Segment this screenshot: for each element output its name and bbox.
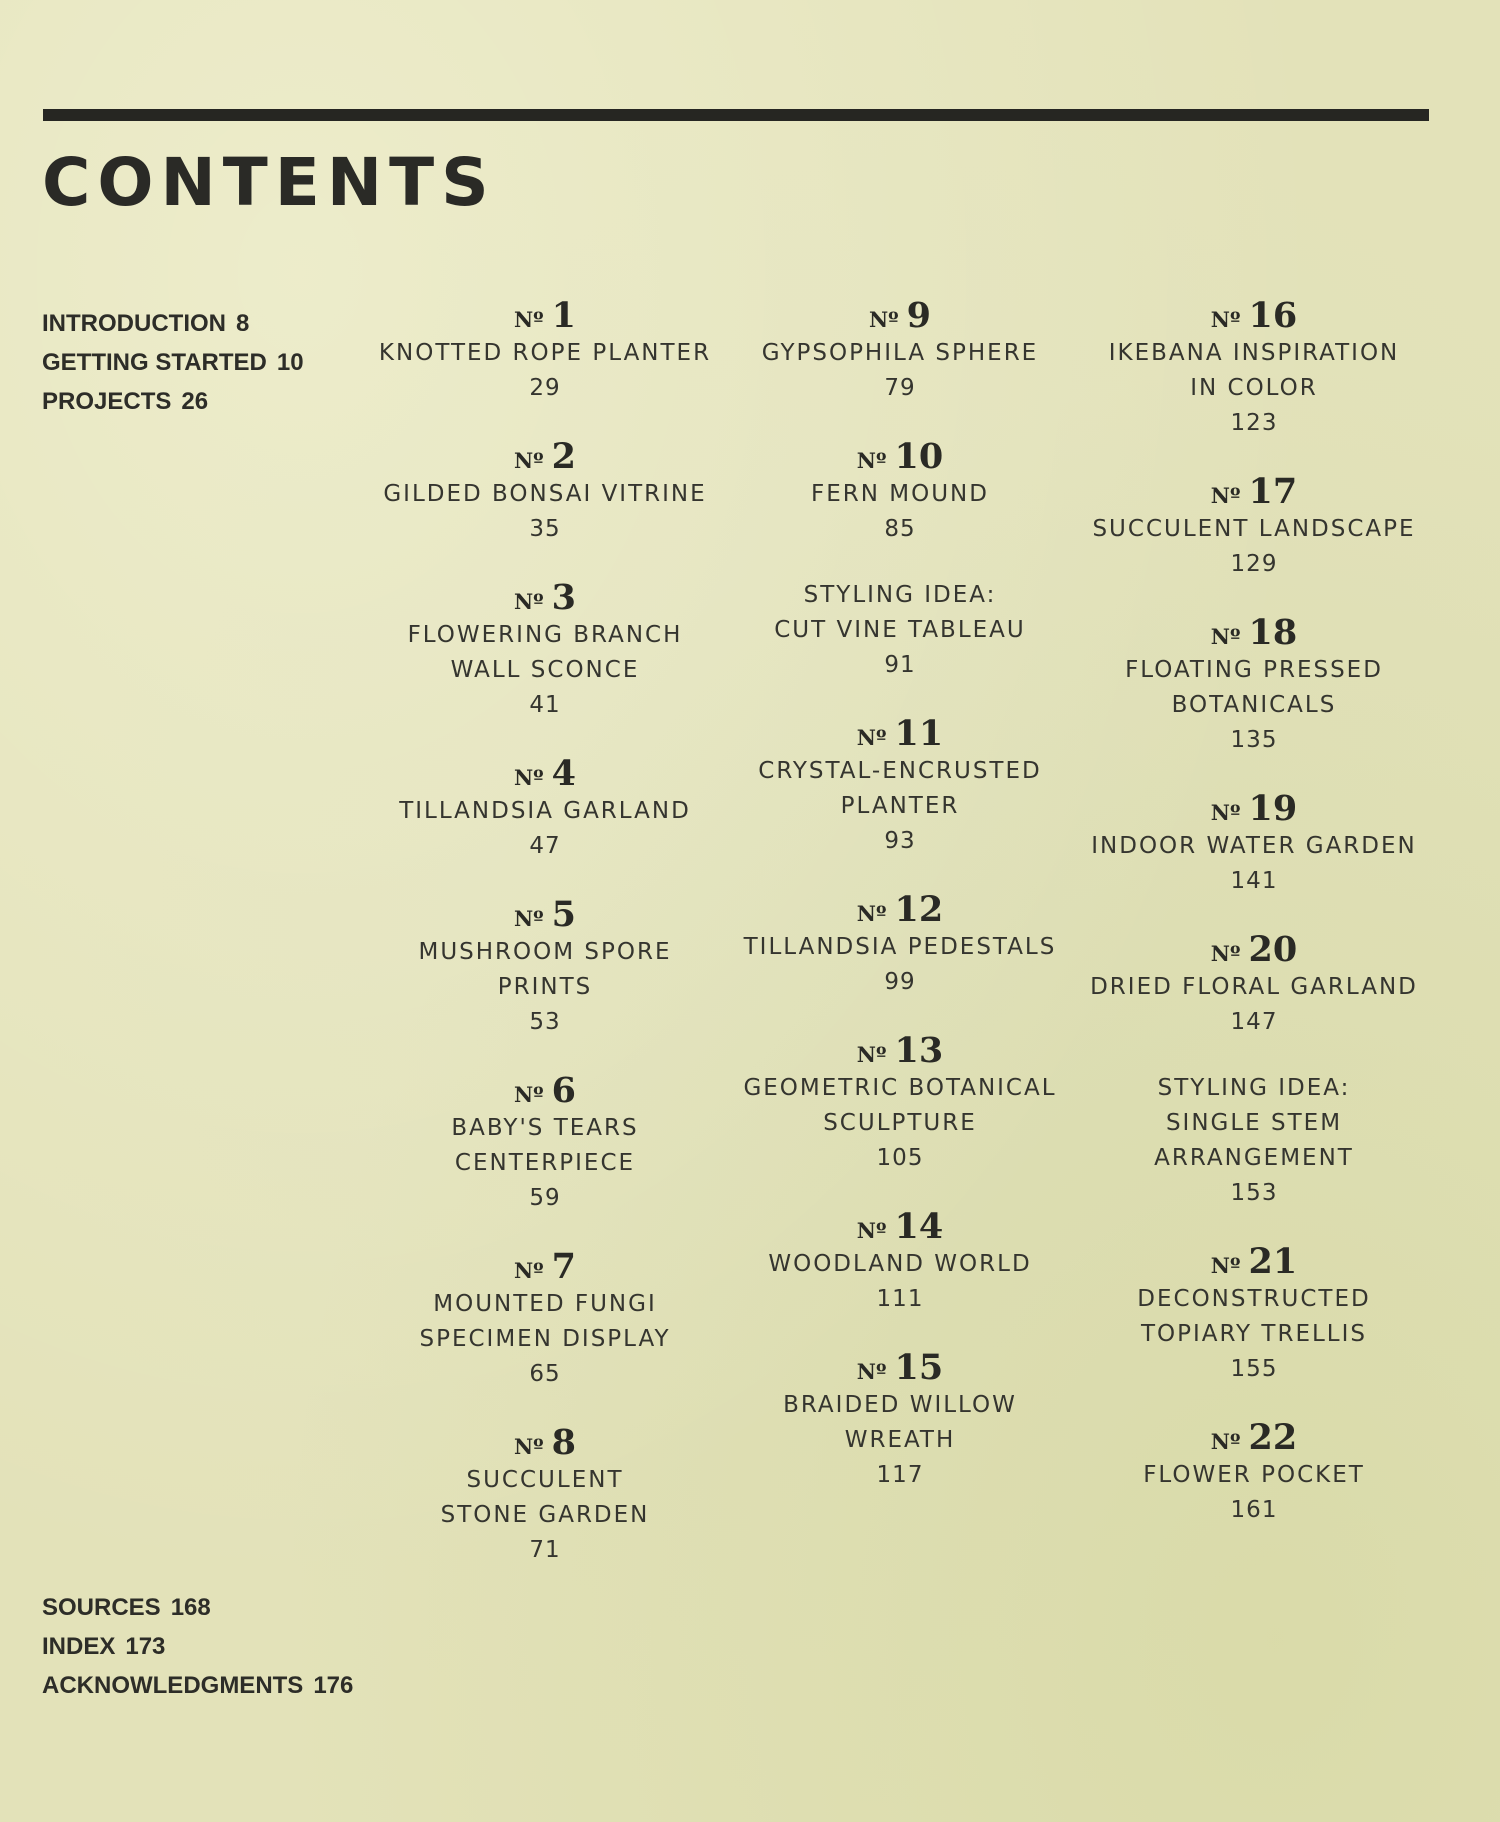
project-number — [720, 1348, 1080, 1388]
project-title-line: CUT VINE TABLEAU — [774, 617, 1026, 643]
project-title-line: FLOWER POCKET — [1143, 1462, 1365, 1488]
project-page-number: 47 — [529, 833, 561, 859]
project-number — [365, 1423, 725, 1463]
project-title-line: ARRANGEMENT — [1154, 1145, 1354, 1171]
project-page-number: 99 — [884, 969, 916, 995]
number-sign-icon: Nº — [856, 1042, 887, 1067]
project-number-value: 10 — [894, 436, 944, 477]
project-entry[interactable] — [1074, 1242, 1434, 1387]
project-number-value: 3 — [551, 577, 577, 618]
project-title-line: WREATH — [844, 1427, 956, 1453]
project-title-line: CENTERPIECE — [454, 1150, 636, 1176]
back-matter-item[interactable] — [42, 1666, 353, 1705]
project-title-line: STYLING IDEA: — [803, 582, 997, 608]
project-entry[interactable] — [1074, 472, 1434, 582]
project-number — [720, 296, 1080, 336]
project-number-value: 22 — [1248, 1417, 1298, 1458]
project-page-number: 91 — [884, 652, 916, 678]
project-page-number: 153 — [1230, 1180, 1278, 1206]
project-entry[interactable] — [1074, 613, 1434, 758]
project-title-line: PRINTS — [497, 974, 593, 1000]
project-number-value: 19 — [1248, 788, 1298, 829]
project-entry[interactable] — [1074, 930, 1434, 1040]
project-title-line: PLANTER — [840, 793, 960, 819]
project-entry[interactable] — [720, 1031, 1080, 1176]
project-title-line: TOPIARY TRELLIS — [1141, 1321, 1367, 1347]
project-entry[interactable] — [1074, 1418, 1434, 1528]
back-matter-item[interactable] — [42, 1627, 353, 1666]
item-label: ACKNOWLEDGMENTS — [42, 1672, 304, 1699]
item-page: 168 — [170, 1594, 211, 1621]
project-page-number: 85 — [884, 516, 916, 542]
project-title-line: KNOTTED ROPE PLANTER — [378, 340, 712, 366]
project-title-line: DECONSTRUCTED — [1137, 1286, 1371, 1312]
number-sign-icon: Nº — [856, 725, 887, 750]
project-number — [1074, 930, 1434, 970]
project-title-line: FLOWERING BRANCH — [407, 622, 683, 648]
project-number — [365, 437, 725, 477]
project-number-value: 15 — [894, 1347, 944, 1388]
projects-column-3 — [1074, 296, 1434, 1528]
number-sign-icon: Nº — [856, 1218, 887, 1243]
number-sign-icon: Nº — [513, 1434, 544, 1459]
item-page: 176 — [313, 1672, 354, 1699]
project-title-line: GEOMETRIC BOTANICAL — [743, 1075, 1057, 1101]
item-label: SOURCES — [42, 1594, 161, 1621]
styling-idea-entry[interactable] — [1074, 1071, 1434, 1211]
number-sign-icon: Nº — [1210, 307, 1241, 332]
front-matter-list — [42, 304, 304, 421]
number-sign-icon: Nº — [513, 1258, 544, 1283]
number-sign-icon: Nº — [513, 1082, 544, 1107]
project-title-line: IN COLOR — [1190, 375, 1318, 401]
project-number — [1074, 1418, 1434, 1458]
project-number — [720, 1031, 1080, 1071]
project-number-value: 12 — [894, 889, 944, 930]
project-page-number: 35 — [529, 516, 561, 542]
project-page-number: 155 — [1230, 1356, 1278, 1382]
project-number-value: 4 — [551, 753, 577, 794]
styling-idea-entry[interactable] — [720, 578, 1080, 683]
project-entry[interactable] — [365, 1071, 725, 1216]
project-title-line: IKEBANA INSPIRATION — [1108, 340, 1400, 366]
project-entry[interactable] — [365, 296, 725, 406]
project-title-line: MUSHROOM SPORE — [418, 939, 672, 965]
item-page: 8 — [235, 310, 250, 337]
project-entry[interactable] — [720, 890, 1080, 1000]
project-page-number: 147 — [1230, 1009, 1278, 1035]
project-number-value: 11 — [894, 713, 944, 754]
project-number — [1074, 789, 1434, 829]
project-title-line: CRYSTAL-ENCRUSTED — [758, 758, 1042, 784]
project-page-number: 135 — [1230, 727, 1278, 753]
project-number-value: 8 — [551, 1422, 577, 1463]
back-matter-list — [42, 1588, 353, 1705]
item-label: GETTING STARTED — [42, 349, 267, 376]
item-page: 173 — [125, 1633, 166, 1660]
number-sign-icon: Nº — [513, 906, 544, 931]
project-page-number: 123 — [1230, 410, 1278, 436]
project-entry[interactable] — [365, 895, 725, 1040]
project-number-value: 9 — [906, 295, 932, 336]
number-sign-icon: Nº — [1210, 800, 1241, 825]
front-matter-item[interactable] — [42, 382, 304, 421]
project-number-value: 7 — [551, 1246, 577, 1287]
project-number-value: 16 — [1248, 295, 1298, 336]
project-number — [365, 895, 725, 935]
project-entry[interactable] — [1074, 296, 1434, 441]
project-number — [365, 1247, 725, 1287]
top-rule — [43, 109, 1429, 121]
number-sign-icon: Nº — [1210, 1253, 1241, 1278]
project-title-line: SPECIMEN DISPLAY — [419, 1326, 671, 1352]
project-entry[interactable] — [720, 1348, 1080, 1493]
project-entry[interactable] — [1074, 789, 1434, 899]
projects-column-1 — [365, 296, 725, 1568]
project-number-value: 1 — [551, 295, 577, 336]
project-page-number: 29 — [529, 375, 561, 401]
project-page-number: 53 — [529, 1009, 561, 1035]
project-entry[interactable] — [365, 437, 725, 547]
projects-column-2 — [720, 296, 1080, 1493]
project-page-number: 79 — [884, 375, 916, 401]
project-title-line: SINGLE STEM — [1165, 1110, 1343, 1136]
item-label: PROJECTS — [42, 388, 172, 415]
project-entry[interactable] — [720, 714, 1080, 859]
project-entry[interactable] — [365, 578, 725, 723]
project-entry[interactable] — [720, 1207, 1080, 1317]
project-page-number: 111 — [876, 1286, 924, 1312]
item-label: INDEX — [42, 1633, 116, 1660]
project-page-number: 141 — [1230, 868, 1278, 894]
project-title-line: WALL SCONCE — [450, 657, 640, 683]
number-sign-icon: Nº — [856, 901, 887, 926]
project-number-value: 5 — [551, 894, 577, 935]
project-title-line: GILDED BONSAI VITRINE — [383, 481, 707, 507]
project-number — [720, 437, 1080, 477]
project-number — [365, 754, 725, 794]
number-sign-icon: Nº — [1210, 1429, 1241, 1454]
project-title-line: STYLING IDEA: — [1157, 1075, 1351, 1101]
project-page-number: 71 — [529, 1537, 561, 1563]
project-title-line: TILLANDSIA PEDESTALS — [743, 934, 1057, 960]
project-number — [1074, 613, 1434, 653]
project-title-line: SCULPTURE — [823, 1110, 977, 1136]
project-title-line: SUCCULENT — [466, 1467, 624, 1493]
project-number — [720, 714, 1080, 754]
number-sign-icon: Nº — [513, 307, 544, 332]
project-number — [1074, 472, 1434, 512]
project-page-number: 161 — [1230, 1497, 1278, 1523]
project-number-value: 13 — [894, 1030, 944, 1071]
number-sign-icon: Nº — [856, 1359, 887, 1384]
project-page-number: 59 — [529, 1185, 561, 1211]
project-entry[interactable] — [365, 1423, 725, 1568]
project-title-line: BABY'S TEARS — [451, 1115, 639, 1141]
project-number-value: 17 — [1248, 471, 1298, 512]
project-number — [1074, 1242, 1434, 1282]
project-number-value: 20 — [1248, 929, 1298, 970]
project-title-line: INDOOR WATER GARDEN — [1091, 833, 1417, 859]
project-page-number: 93 — [884, 828, 916, 854]
item-page: 26 — [181, 388, 209, 415]
number-sign-icon: Nº — [513, 765, 544, 790]
number-sign-icon: Nº — [513, 448, 544, 473]
project-title-line: MOUNTED FUNGI — [433, 1291, 657, 1317]
project-entry[interactable] — [365, 1247, 725, 1392]
number-sign-icon: Nº — [1210, 941, 1241, 966]
page-title: CONTENTS — [42, 144, 496, 221]
project-title-line: FERN MOUND — [811, 481, 989, 507]
project-page-number: 41 — [529, 692, 561, 718]
project-number-value: 18 — [1248, 612, 1298, 653]
project-number-value: 21 — [1248, 1241, 1298, 1282]
front-matter-item[interactable] — [42, 343, 304, 382]
item-label: INTRODUCTION — [42, 310, 226, 337]
project-title-line: STONE GARDEN — [440, 1502, 650, 1528]
project-title-line: TILLANDSIA GARLAND — [399, 798, 691, 824]
project-title-line: SUCCULENT LANDSCAPE — [1092, 516, 1416, 542]
project-entry[interactable] — [720, 437, 1080, 547]
project-entry[interactable] — [365, 754, 725, 864]
project-number-value: 2 — [551, 436, 577, 477]
item-page: 10 — [276, 349, 304, 376]
project-number — [365, 296, 725, 336]
project-number — [365, 578, 725, 618]
project-page-number: 105 — [876, 1145, 924, 1171]
project-title-line: WOODLAND WORLD — [768, 1251, 1032, 1277]
project-page-number: 129 — [1230, 551, 1278, 577]
back-matter-item[interactable] — [42, 1588, 353, 1627]
number-sign-icon: Nº — [513, 589, 544, 614]
project-title-line: BRAIDED WILLOW — [783, 1392, 1017, 1418]
project-page-number: 117 — [876, 1462, 924, 1488]
number-sign-icon: Nº — [868, 307, 899, 332]
project-number-value: 14 — [894, 1206, 944, 1247]
project-number — [720, 1207, 1080, 1247]
project-title-line: DRIED FLORAL GARLAND — [1090, 974, 1418, 1000]
project-entry[interactable] — [720, 296, 1080, 406]
number-sign-icon: Nº — [1210, 483, 1241, 508]
front-matter-item[interactable] — [42, 304, 304, 343]
project-number — [365, 1071, 725, 1111]
project-title-line: FLOATING PRESSED — [1125, 657, 1383, 683]
project-title-line: GYPSOPHILA SPHERE — [761, 340, 1039, 366]
project-page-number: 65 — [529, 1361, 561, 1387]
project-number — [720, 890, 1080, 930]
project-number-value: 6 — [551, 1070, 577, 1111]
project-title-line: BOTANICALS — [1171, 692, 1337, 718]
number-sign-icon: Nº — [1210, 624, 1241, 649]
project-number — [1074, 296, 1434, 336]
number-sign-icon: Nº — [856, 448, 887, 473]
